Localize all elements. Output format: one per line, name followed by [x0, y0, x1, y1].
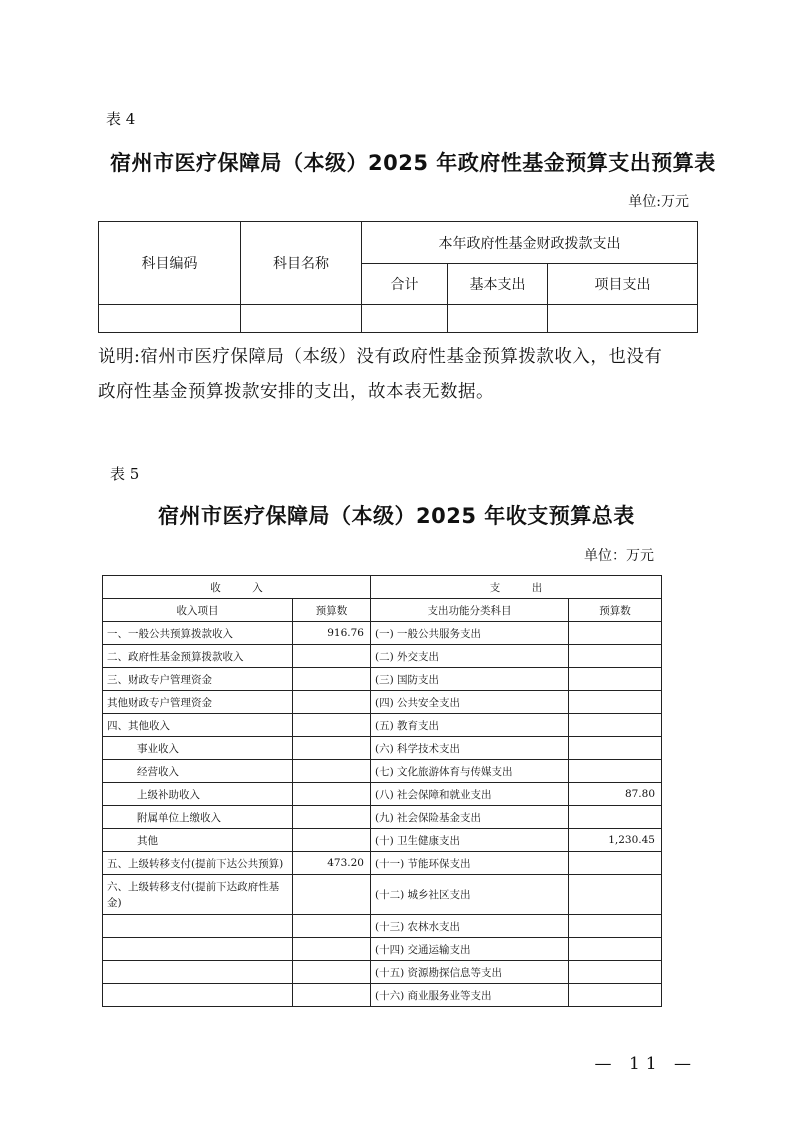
table5-col-income-item: 收入项目 [103, 599, 293, 622]
table5-col-income-amount: 预算数 [293, 599, 371, 622]
expense-amount: 1,230.45 [569, 829, 662, 852]
income-amount [293, 760, 371, 783]
expense-amount [569, 875, 662, 915]
table5-income-header: 收 入 [103, 576, 371, 599]
expense-amount [569, 714, 662, 737]
income-amount [293, 806, 371, 829]
table-row [103, 737, 662, 760]
income-amount [293, 915, 371, 938]
expense-item: (七) 文化旅游体育与传媒支出 [371, 760, 569, 783]
table5-unit: 单位：万元 [584, 548, 654, 564]
table-row [103, 622, 662, 645]
income-item: 五、上级转移支付(提前下达公共预算) [103, 852, 293, 875]
table-row [103, 691, 662, 714]
table4-note-line2: 政府性基金预算拨款安排的支出，故本表无数据。 [98, 382, 494, 402]
table5-col-expense-amount: 预算数 [569, 599, 662, 622]
table-row [103, 645, 662, 668]
expense-amount [569, 806, 662, 829]
income-amount: 916.76 [293, 622, 371, 645]
expense-item: (九) 社会保险基金支出 [371, 806, 569, 829]
income-amount [293, 645, 371, 668]
expense-amount [569, 961, 662, 984]
table-row [103, 760, 662, 783]
expense-item: (十二) 城乡社区支出 [371, 875, 569, 915]
expense-item: (二) 外交支出 [371, 645, 569, 668]
table4-label: 表 4 [106, 110, 136, 128]
table4-note-line1: 说明:宿州市医疗保障局（本级）没有政府性基金预算拨款收入，也没有 [98, 347, 663, 367]
expense-item: (六) 科学技术支出 [371, 737, 569, 760]
table4-header-name: 科目名称 [241, 222, 362, 305]
expense-item: (四) 公共安全支出 [371, 691, 569, 714]
table-row [103, 783, 662, 806]
income-amount [293, 714, 371, 737]
table4-note [98, 340, 698, 410]
income-amount [293, 961, 371, 984]
income-item: 上级补助收入 [103, 783, 293, 806]
expense-amount [569, 760, 662, 783]
table5-title: 宿州市医疗保障局（本级）2025 年收支预算总表 [158, 504, 635, 528]
income-amount [293, 829, 371, 852]
expense-item: (十一) 节能环保支出 [371, 852, 569, 875]
table4-header-code: 科目编码 [99, 222, 241, 305]
table4-header-group: 本年政府性基金财政拨款支出 [362, 222, 698, 264]
table4-header-total: 合计 [362, 264, 448, 305]
income-item: 二、政府性基金预算拨款收入 [103, 645, 293, 668]
expense-item: (三) 国防支出 [371, 668, 569, 691]
income-item: 其他财政专户管理资金 [103, 691, 293, 714]
expense-item: (十) 卫生健康支出 [371, 829, 569, 852]
income-item: 经营收入 [103, 760, 293, 783]
table4 [98, 221, 698, 333]
table-row [103, 915, 662, 938]
expense-amount [569, 622, 662, 645]
income-item [103, 938, 293, 961]
income-item: 六、上级转移支付(提前下达政府性基金) [103, 875, 293, 915]
table4-header-project: 项目支出 [548, 264, 698, 305]
table5-expense-header: 支 出 [371, 576, 662, 599]
table-row [103, 829, 662, 852]
expense-amount [569, 938, 662, 961]
income-amount [293, 737, 371, 760]
table-row [103, 852, 662, 875]
expense-amount [569, 691, 662, 714]
expense-amount [569, 852, 662, 875]
table5 [102, 575, 662, 1007]
income-amount [293, 984, 371, 1007]
income-item: 附属单位上缴收入 [103, 806, 293, 829]
expense-item: (十六) 商业服务业等支出 [371, 984, 569, 1007]
table-row [103, 984, 662, 1007]
income-item: 一、一般公共预算拨款收入 [103, 622, 293, 645]
income-item: 其他 [103, 829, 293, 852]
income-amount [293, 875, 371, 915]
income-amount [293, 938, 371, 961]
table-row [103, 714, 662, 737]
expense-item: (五) 教育支出 [371, 714, 569, 737]
income-item [103, 961, 293, 984]
income-amount [293, 691, 371, 714]
expense-amount [569, 645, 662, 668]
income-item: 三、财政专户管理资金 [103, 668, 293, 691]
income-amount [293, 783, 371, 806]
table4-title: 宿州市医疗保障局（本级）2025 年政府性基金预算支出预算表 [110, 151, 716, 175]
expense-amount [569, 915, 662, 938]
expense-amount [569, 668, 662, 691]
expense-item: (八) 社会保障和就业支出 [371, 783, 569, 806]
table4-empty-row [99, 305, 698, 333]
income-amount: 473.20 [293, 852, 371, 875]
table4-unit: 单位:万元 [628, 194, 689, 210]
table5-label: 表 5 [110, 465, 140, 483]
expense-item: (十四) 交通运输支出 [371, 938, 569, 961]
income-item [103, 984, 293, 1007]
expense-item: (一) 一般公共服务支出 [371, 622, 569, 645]
table5-col-expense-item: 支出功能分类科目 [371, 599, 569, 622]
page-number: — 11 — [594, 1054, 697, 1074]
expense-amount [569, 984, 662, 1007]
expense-item: (十三) 农林水支出 [371, 915, 569, 938]
table-row [103, 938, 662, 961]
income-item: 事业收入 [103, 737, 293, 760]
income-item [103, 915, 293, 938]
expense-amount: 87.80 [569, 783, 662, 806]
table-row [103, 668, 662, 691]
income-item: 四、其他收入 [103, 714, 293, 737]
table4-header-basic: 基本支出 [448, 264, 548, 305]
expense-amount [569, 737, 662, 760]
table-row [103, 961, 662, 984]
table-row [103, 875, 662, 915]
table-row [103, 806, 662, 829]
income-amount [293, 668, 371, 691]
expense-item: (十五) 资源勘探信息等支出 [371, 961, 569, 984]
